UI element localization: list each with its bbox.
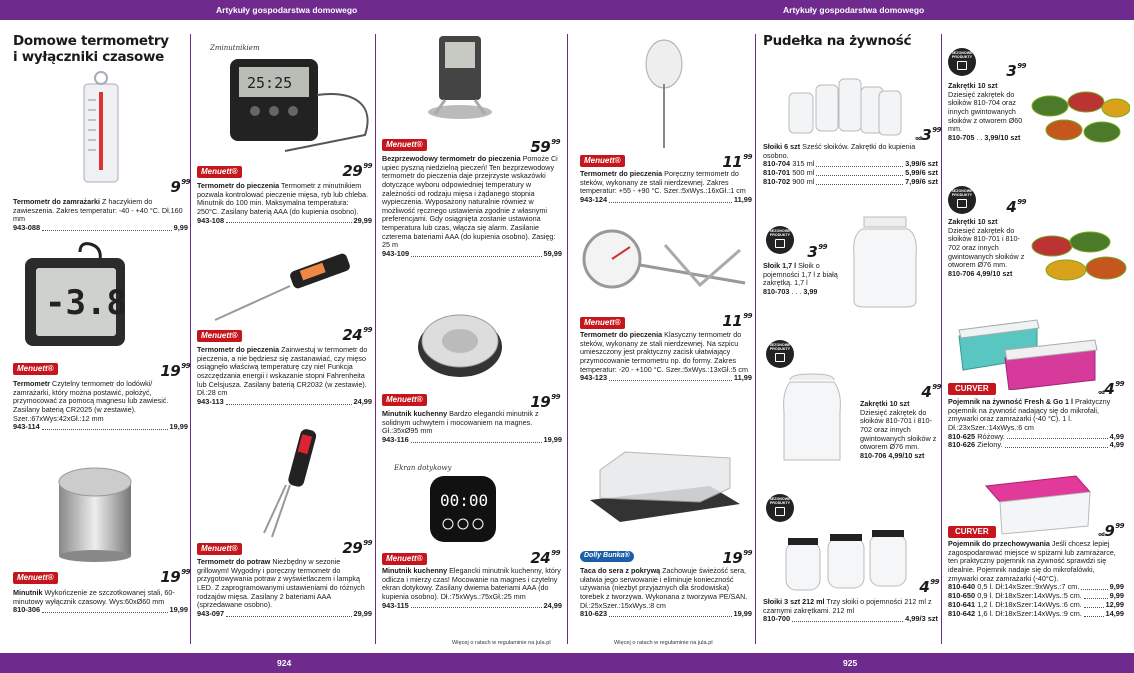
product-text: Z haczykiem do zawieszenia. Zakres temperatur: -40 - +40 °C. Dł.160 mm bbox=[13, 197, 183, 224]
product-code-row: 810-703 . . . 3,99 bbox=[763, 286, 818, 296]
seasonal-badge bbox=[948, 186, 976, 214]
product-name: Termometr do potraw bbox=[197, 557, 271, 566]
header-right-label: Artykuły gospodarstwa domowego bbox=[783, 5, 925, 15]
product-description bbox=[763, 143, 938, 187]
code-price: 24,99 bbox=[543, 600, 562, 610]
price-integer: 11 bbox=[722, 153, 743, 171]
touch-timer-image bbox=[428, 474, 498, 544]
price-integer: 4 bbox=[1104, 380, 1115, 398]
product-description bbox=[948, 398, 1124, 450]
handwritten-label: Zminutnikiem bbox=[210, 44, 260, 52]
product-text: Praktyczny pojemnik na żywność nadający się do mikrofali, zmywarki oraz zamrażarki (-40 °C). 1 l. Dł.:23xSzer.:14xWys.:6 cm bbox=[948, 397, 1111, 432]
product-name: Słoiki 3 szt 212 ml bbox=[763, 597, 825, 606]
title-line-1: Domowe termometry bbox=[13, 33, 169, 49]
price-integer: 19 bbox=[722, 549, 743, 567]
code-price: 9,99 bbox=[1109, 591, 1124, 601]
curver-brand-label: CURVER bbox=[948, 383, 996, 395]
product-text: Elegancki minutnik kuchenny, który odlicza i mierzy czas! Mocowanie na magnes i czytelny ekran dotykowy. Zasilany dwiema bateriami AAA (do kupienia osobno). Dł.:75xWys.:75xGł.:25 mm bbox=[382, 566, 561, 601]
price-integer: 11 bbox=[722, 312, 743, 330]
variant-list bbox=[948, 583, 1124, 619]
large-jar-image bbox=[850, 215, 920, 310]
product-name: Pojemnik na żywność Fresh & Go 1 l bbox=[948, 397, 1074, 406]
curver-brand-label: CURVER bbox=[948, 526, 996, 538]
freezer-thermometer-image bbox=[82, 70, 120, 185]
code-price: 11,99 bbox=[733, 373, 752, 383]
product-name: Słoik 1,7 l bbox=[763, 261, 797, 270]
price-decimal: 99 bbox=[743, 312, 752, 320]
price-tag bbox=[505, 549, 560, 567]
product-description bbox=[763, 262, 849, 297]
cheese-tray-image bbox=[580, 440, 750, 530]
price-prefix: od bbox=[915, 136, 922, 142]
product-name: Zakrętki 10 szt bbox=[860, 399, 910, 408]
analog-probe-thermometer-image bbox=[640, 36, 690, 151]
product-code-row bbox=[580, 610, 752, 619]
product-description bbox=[948, 82, 1028, 142]
badge-text: SEZONOWE PRODUKTY bbox=[769, 497, 791, 506]
product-code: 943-123 bbox=[580, 373, 608, 383]
product-text: Pomoże Ci upiec pyszną niedzielną pieczeń! Ten bezprzewodowy termometr do pieczenia daje przejrzyste wskazówki dotyczące wyboru odpowiedniej temperatury w zależności od rodzaju mięsa i żądanego stopnia wypieczenia. Wyposażony naturalnie również w możliwość ręcznego ustawienia zgodnie z własnymi preferencjami. Gdy osiągnięta zostanie ustawiona temperatura lub czas, włącza się alarm. Zasilanie czterema bateriami AAA (do kupienia osobno). Zasięg: 25 m bbox=[382, 154, 558, 250]
wireless-thermometer-image bbox=[415, 34, 505, 124]
lids-pattern-image bbox=[1030, 228, 1130, 288]
product-text: Zachowuje świeżość sera, ułatwia jego serwowanie i eliminuje konieczność używania (niezbyt przyjaznych dla środowiska) torebek z tworzywa. Wykonana z tworzywa PE/SAN. Dł.:25xSzer.:15xWys.:8 cm bbox=[580, 566, 748, 610]
price-integer: 24 bbox=[342, 326, 363, 344]
price-integer: 19 bbox=[160, 362, 181, 380]
menuett-brand-label: Menuett® bbox=[382, 553, 427, 565]
code-price: 14,99 bbox=[1105, 608, 1124, 618]
product-code: 943-115 bbox=[382, 600, 409, 610]
column-divider bbox=[190, 34, 191, 644]
calendar-icon bbox=[775, 353, 785, 362]
product-code: 943-108 bbox=[197, 215, 225, 225]
price-tag bbox=[140, 178, 190, 196]
variant-size: 1,6 l. Dł:18xSzer:14xWys.:9 cm. bbox=[977, 608, 1082, 618]
grill-fork-thermometer-image bbox=[250, 425, 330, 540]
installment-note: Więcej o ratach w regulaminie na jula.pl bbox=[452, 640, 551, 646]
product-code-row bbox=[197, 217, 372, 226]
product-code: 810-703 bbox=[763, 286, 790, 296]
price-integer: 9 bbox=[170, 178, 181, 196]
code-price: 19,99 bbox=[169, 605, 188, 615]
price-integer: 19 bbox=[530, 393, 551, 411]
product-description bbox=[382, 155, 562, 259]
jar-with-lid-image bbox=[780, 372, 845, 467]
price-integer: 4 bbox=[921, 383, 932, 401]
product-text: Zainwestuj w termometr do pieczenia, a nie będziesz się zastanawiać, czy mięso osiągnęło właściwą temperaturę czy nie! Funkcja oszczędzania energii i wskazanie stopni Fahrenheita lub Celsjusza. Zasilany baterią CR2032 (w zestawie). Dł.:28 cm bbox=[197, 345, 368, 398]
badge-text: SEZONOWE PRODUKTY bbox=[951, 189, 973, 198]
price-integer: 3 bbox=[807, 243, 818, 261]
product-code-row bbox=[197, 398, 372, 407]
six-jars-image bbox=[783, 75, 903, 137]
code-price: 7,99/6 szt bbox=[905, 177, 938, 187]
menuett-brand-label: Menuett® bbox=[580, 155, 625, 167]
product-name: Minutnik kuchenny bbox=[382, 566, 448, 575]
price-decimal: 99 bbox=[363, 539, 372, 547]
menuett-brand-label: Menuett® bbox=[197, 166, 242, 178]
product-name: Minutnik kuchenny bbox=[382, 409, 448, 418]
page-number-right: 925 bbox=[843, 658, 858, 668]
product-code: 810-704 bbox=[763, 159, 791, 169]
product-description bbox=[580, 567, 752, 619]
code-price: 19,99 bbox=[169, 422, 188, 432]
lids-pattern-image bbox=[1030, 88, 1130, 148]
badge-text: SEZONOWE PRODUKTY bbox=[951, 51, 973, 60]
seasonal-badge bbox=[766, 340, 794, 368]
variant-size: Zielony. bbox=[977, 440, 1003, 450]
installment-note: Więcej o ratach w regulaminie na jula.pl bbox=[614, 640, 713, 646]
price-tag bbox=[320, 326, 372, 344]
variant-size: Różowy. bbox=[977, 431, 1005, 441]
product-name: Słoiki 6 szt bbox=[763, 142, 801, 151]
product-code-row bbox=[948, 270, 1030, 279]
product-code: 810-642 bbox=[948, 608, 976, 618]
price-decimal: 99 bbox=[743, 153, 752, 161]
title-line-2: i wyłączniki czasowe bbox=[13, 48, 165, 65]
product-code: 810-700 bbox=[763, 614, 791, 624]
variant-row bbox=[948, 610, 1124, 619]
price-decimal: 99 bbox=[818, 243, 827, 251]
product-code-row bbox=[860, 452, 940, 461]
product-name: Zakrętki 10 szt bbox=[948, 81, 998, 90]
product-description bbox=[382, 567, 562, 610]
steel-timer-image bbox=[55, 462, 135, 562]
price-decimal: 99 bbox=[551, 138, 560, 146]
svg-text:-3.8: -3.8 bbox=[45, 283, 127, 323]
column-divider bbox=[375, 34, 376, 644]
seasonal-badge bbox=[766, 494, 794, 522]
product-code: 810-705 bbox=[948, 132, 975, 142]
code-price: 5,99/6 szt bbox=[905, 168, 938, 178]
product-code: 943-097 bbox=[197, 608, 225, 618]
svg-text:25:25: 25:25 bbox=[247, 74, 293, 92]
product-text: Bardzo elegancki minutnik z solidnym uchwytem i mocowaniem na magnes. Gł.:35xØ95 mm bbox=[382, 409, 539, 436]
calendar-icon bbox=[957, 61, 967, 70]
price-integer: 19 bbox=[160, 568, 181, 586]
product-code-row bbox=[13, 423, 188, 432]
kitchen-timer-dial-image bbox=[415, 307, 505, 379]
product-text: Klasyczny termometr do steków, wykonany ze stali nierdzewnej. Na szpicu umieszczony jest praktyczny zacisk ułatwiający przymocowanie termometru np. do formy. Zakres temperatur: -20 - +100 °C. Szer.:5xWys.:13xGł.:5 cm bbox=[580, 330, 748, 374]
product-description bbox=[948, 218, 1030, 278]
product-code-row bbox=[13, 606, 188, 615]
product-name: Minutnik bbox=[13, 588, 43, 597]
product-code-row bbox=[382, 250, 562, 259]
price-prefix: od bbox=[1098, 390, 1105, 396]
price-prefix: od bbox=[1098, 532, 1105, 538]
menuett-brand-label: Menuett® bbox=[13, 572, 58, 584]
badge-text: SEZONOWE PRODUKTY bbox=[769, 229, 791, 238]
price-decimal: 99 bbox=[1115, 380, 1124, 388]
product-description bbox=[197, 346, 372, 407]
product-description bbox=[860, 400, 940, 460]
clip-thermometer-image bbox=[580, 225, 750, 300]
seasonal-badge bbox=[948, 48, 976, 76]
product-code-row bbox=[382, 602, 562, 611]
price-tag bbox=[700, 549, 752, 567]
product-description bbox=[763, 598, 938, 624]
code-price: 19,99 bbox=[733, 609, 752, 619]
product-description bbox=[948, 540, 1124, 619]
price-tag bbox=[320, 162, 372, 180]
product-name: Bezprzewodowy termometr do pieczenia bbox=[382, 154, 521, 163]
product-code: 943-124 bbox=[580, 194, 608, 204]
code-price: 4,99/3 szt bbox=[905, 614, 938, 624]
calendar-icon bbox=[957, 199, 967, 208]
product-code: 943-114 bbox=[13, 422, 40, 432]
code-price: 12,99 bbox=[1105, 599, 1124, 609]
product-text: Niezbędny w sezonie grillowym! Wygodny i poręczny termometr do przygotowywania potraw z wyświetlaczem i lampką LED. Z zaprogramowanymi ustawieniami do różnych rodzajów mięsa. Zasilany 2 bateriami AAA (sprzedawane osobno). bbox=[197, 557, 365, 610]
product-code: 943-113 bbox=[197, 396, 224, 406]
dolly-brand-label: Dolly Bunka® bbox=[580, 551, 634, 562]
price-tag bbox=[775, 243, 827, 261]
fridge-thermometer-image bbox=[20, 240, 130, 350]
product-code: 810-625 bbox=[948, 431, 976, 441]
variant-row bbox=[763, 178, 938, 187]
product-name: Zakrętki 10 szt bbox=[948, 217, 998, 226]
price-tag bbox=[897, 578, 939, 596]
price-decimal: 99 bbox=[181, 362, 190, 370]
menuett-brand-label: Menuett® bbox=[382, 139, 427, 151]
handwritten-label: Ekran dotykowy bbox=[394, 464, 452, 472]
product-name: Termometr do pieczenia bbox=[580, 330, 663, 339]
product-description bbox=[382, 410, 562, 445]
product-code: 943-116 bbox=[382, 434, 409, 444]
code-price: 29,99 bbox=[353, 215, 372, 225]
product-name: Termometr do pieczenia bbox=[197, 345, 280, 354]
price-decimal: 99 bbox=[1115, 522, 1124, 530]
code-price: 59,99 bbox=[543, 249, 562, 259]
product-text: Wykończenie ze szczotkowanej stali, 60-minutowy wyłącznik czasowy. Wys:60xØ60 mm bbox=[13, 588, 175, 606]
product-code-row bbox=[763, 615, 938, 624]
price-integer: 29 bbox=[342, 539, 363, 557]
price-decimal: 99 bbox=[1017, 62, 1026, 70]
top-header-bar bbox=[0, 0, 1134, 20]
product-text: Czytelny termometr do lodówki/ zamrażarki, który można postawić, położyć, przymocować za pomocą magnesu lub zawiesić. Zasilany baterią CR2025 (w zestawie). Szer.:67xWys:42xGł.:12 mm bbox=[13, 379, 169, 423]
column-divider bbox=[941, 34, 942, 644]
product-code-row bbox=[382, 436, 562, 445]
price-decimal: 99 bbox=[181, 568, 190, 576]
badge-text: SEZONOWE PRODUKTY bbox=[769, 343, 791, 352]
product-code: 943-088 bbox=[13, 222, 41, 232]
product-code: 810-626 bbox=[948, 440, 976, 450]
product-code: 810-641 bbox=[948, 599, 976, 609]
variant-list bbox=[763, 160, 938, 187]
price-integer: 3 bbox=[1006, 62, 1017, 80]
price-integer: 59 bbox=[530, 138, 551, 156]
code-price: 11,99 bbox=[733, 194, 752, 204]
menuett-brand-label: Menuett® bbox=[197, 543, 242, 555]
price-tag bbox=[700, 312, 752, 330]
column-divider bbox=[567, 34, 568, 644]
price-tag bbox=[990, 62, 1026, 80]
price-decimal: 99 bbox=[363, 162, 372, 170]
product-name: Taca do sera z pokrywą bbox=[580, 566, 661, 575]
product-code-row bbox=[580, 374, 752, 383]
svg-text:00:00: 00:00 bbox=[440, 491, 489, 510]
calendar-icon bbox=[775, 507, 785, 516]
code-price: 24,99 bbox=[353, 396, 372, 406]
price-tag bbox=[990, 198, 1026, 216]
variant-row bbox=[948, 441, 1124, 450]
product-code-row bbox=[13, 224, 188, 233]
price-integer: 24 bbox=[530, 549, 551, 567]
menuett-brand-label: Menuett® bbox=[382, 394, 427, 406]
code-price: 4,99/10 szt bbox=[888, 450, 925, 460]
product-code: 810-306 bbox=[13, 605, 41, 615]
product-text: Dziesięć zakrętek do słoików 810-704 oraz innych gwintowanych słoików z otworem Ø60 mm. bbox=[948, 89, 1023, 134]
column-divider bbox=[755, 34, 756, 644]
price-decimal: 99 bbox=[1017, 198, 1026, 206]
product-code: 810-701 bbox=[763, 168, 791, 178]
product-text: Dziesięć zakrętek do słoików 810-701 i 810-702 oraz innych gwintowanych słoików z otworem Ø76 mm. bbox=[948, 225, 1025, 270]
product-text: Dziesięć zakrętek do słoików 810-701 i 810-702 oraz innych gwintowanych słoików z otworem Ø76 mm. bbox=[860, 407, 937, 452]
header-left-label: Artykuły gospodarstwa domowego bbox=[216, 5, 358, 15]
product-description bbox=[13, 380, 188, 432]
code-price: 9,99 bbox=[173, 222, 188, 232]
price-decimal: 99 bbox=[932, 126, 941, 134]
product-name: Termometr do zamrażarki bbox=[13, 197, 100, 206]
product-code: 810-706 bbox=[948, 268, 975, 278]
bottom-footer-bar bbox=[0, 653, 1134, 673]
code-price: 3,99/6 szt bbox=[905, 159, 938, 169]
variant-list bbox=[948, 433, 1124, 451]
product-description bbox=[13, 589, 188, 615]
product-description bbox=[197, 182, 372, 225]
product-text: Jeśli chcesz lepiej zagospodarować miejsce w spiżarni lub zamrażarce, ten praktyczny pojemnik na żywność sprawdzi się idealnie. Pojemnik nadaje się do mikrofalówki, zmywarki oraz zamrażarki (-40°C). bbox=[948, 539, 1116, 583]
code-price: 4,99/10 szt bbox=[976, 268, 1013, 278]
product-code: 810-623 bbox=[580, 609, 608, 619]
product-code: 810-702 bbox=[763, 177, 791, 187]
price-decimal: 99 bbox=[551, 393, 560, 401]
product-code-row bbox=[197, 610, 372, 619]
price-tag bbox=[1072, 380, 1124, 398]
price-decimal: 99 bbox=[181, 178, 190, 186]
product-code: 810-640 bbox=[948, 582, 976, 592]
product-text: Termometr z minutnikiem pozwala kontrolować pieczenie mięsa, ryb lub chleba. Minutnik do 100 min. Maksymalna temperatura: 250°C. Zasilany baterią AAA (do kupienia osobno). bbox=[197, 181, 368, 216]
product-name: Termometr do pieczenia bbox=[580, 169, 663, 178]
section-title bbox=[13, 34, 169, 65]
price-integer: 29 bbox=[342, 162, 363, 180]
price-decimal: 99 bbox=[743, 549, 752, 557]
product-text: Słoik o pojemności 1,7 l z białą zakrętką. 1,7 l bbox=[763, 261, 838, 288]
price-integer: 9 bbox=[1104, 522, 1115, 540]
code-price: 3,99 bbox=[803, 286, 818, 296]
menuett-brand-label: Menuett® bbox=[197, 330, 242, 342]
probe-thermometer-timer-image bbox=[225, 55, 375, 155]
code-price: 29,99 bbox=[353, 608, 372, 618]
product-code: 810-650 bbox=[948, 591, 976, 601]
product-code-row bbox=[580, 196, 752, 205]
product-text: Sześć słoików. Zakrętki do kupienia osobno. bbox=[763, 142, 916, 160]
product-code: 943-109 bbox=[382, 249, 410, 259]
pen-thermometer-image bbox=[205, 248, 365, 328]
page-number-left: 924 bbox=[277, 658, 292, 668]
product-name: Termometr do pieczenia bbox=[197, 181, 280, 190]
variant-size: 500 ml bbox=[792, 168, 815, 178]
price-decimal: 99 bbox=[930, 578, 939, 586]
product-description bbox=[580, 331, 752, 383]
product-text: Poręczny termometr do steków, wykonany ze stali nierdzewnej. Zakres temperatur: +55 - +90 °C. Szer.:5xWys.:16xGł.:1 cm bbox=[580, 169, 746, 196]
three-small-jars-image bbox=[778, 530, 908, 595]
product-name: Termometr bbox=[13, 379, 51, 388]
product-code-row: 810-705 . . 3,99/10 szt bbox=[948, 132, 1021, 142]
variant-size: 900 ml bbox=[792, 177, 815, 187]
price-tag bbox=[1072, 522, 1124, 540]
price-decimal: 99 bbox=[551, 549, 560, 557]
product-name: Pojemnik do przechowywania bbox=[948, 539, 1050, 548]
product-description bbox=[580, 170, 752, 205]
menuett-brand-label: Menuett® bbox=[580, 317, 625, 329]
price-integer: 4 bbox=[1006, 198, 1017, 216]
section-title: Pudełka na żywność bbox=[763, 33, 912, 49]
code-price: 9,99 bbox=[1109, 582, 1124, 592]
variant-size: 0,5 l. Dł:14xSzer.:9xWys.:7 cm. bbox=[977, 582, 1080, 592]
menuett-brand-label: Menuett® bbox=[13, 363, 58, 375]
variant-size: 1,2 l. Dł:18xSzer:14xWys.:6 cm. bbox=[977, 599, 1082, 609]
variant-size: 315 ml bbox=[792, 159, 815, 169]
price-tag bbox=[320, 539, 372, 557]
product-code: 810-706 bbox=[860, 450, 887, 460]
product-description bbox=[197, 558, 372, 619]
product-description bbox=[13, 198, 188, 233]
code-price: 4,99 bbox=[1109, 431, 1124, 441]
price-tag bbox=[140, 362, 190, 380]
price-decimal: 99 bbox=[932, 383, 941, 391]
code-price: 4,99 bbox=[1109, 440, 1124, 450]
price-tag bbox=[140, 568, 190, 586]
code-price: 19,99 bbox=[543, 434, 562, 444]
price-decimal: 99 bbox=[363, 326, 372, 334]
variant-size: 0,9 l. Dł:18xSzer:14xWys.:5 cm. bbox=[977, 591, 1082, 601]
price-integer: 4 bbox=[919, 578, 930, 596]
code-price: 3,99/10 szt bbox=[984, 132, 1021, 142]
price-integer: 3 bbox=[921, 126, 932, 144]
product-text: Trzy słoiki o pojemności 212 ml z czarnymi zakrętkami. 212 ml bbox=[763, 597, 932, 615]
